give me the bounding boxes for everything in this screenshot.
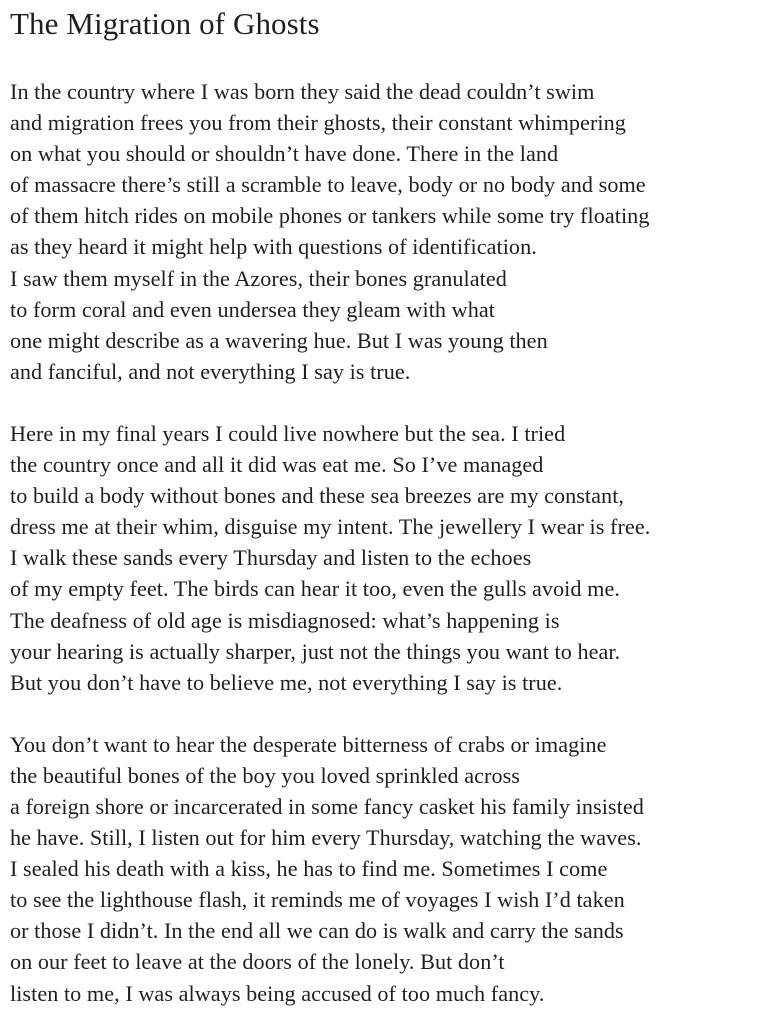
poem-line: a foreign shore or incarcerated in some fancy casket his family insisted [10, 793, 644, 819]
poem-line: one might describe as a wavering hue. But I was young then [10, 327, 548, 353]
poem-line: to see the lighthouse flash, it reminds me of voyages I wish I’d taken [10, 887, 625, 913]
poem-line: You don’t want to hear the desperate bitterness of crabs or imagine [10, 731, 607, 757]
poem-line: dress me at their whim, disguise my intent. The jewellery I wear is free. [10, 514, 651, 540]
poem-line: the country once and all it did was eat me. So I’ve managed [10, 452, 544, 478]
stanza-3 [10, 729, 770, 1009]
poem-line: as they heard it might help with questions of identification. [10, 234, 537, 260]
poem-line: on our feet to leave at the doors of the lonely. But don’t [10, 949, 505, 975]
stanza-2 [10, 418, 770, 698]
poem-line: your hearing is actually sharper, just not the things you want to hear. [10, 638, 621, 664]
poem-line: I walk these sands every Thursday and listen to the echoes [10, 545, 532, 571]
poem-page [10, 0, 770, 1009]
poem-line: to form coral and even undersea they gleam with what [10, 296, 496, 322]
poem-line: of my empty feet. The birds can hear it too, even the gulls avoid me. [10, 576, 620, 602]
poem-line: In the country where I was born they said the dead couldn’t swim [10, 79, 595, 104]
poem-line: I sealed his death with a kiss, he has to find me. Sometimes I come [10, 856, 608, 882]
poem-line: the beautiful bones of the boy you loved sprinkled across [10, 762, 520, 788]
poem-line: The deafness of old age is misdiagnosed: what’s happening is [10, 607, 560, 633]
poem-line: Here in my final years I could live nowhere but the sea. I tried [10, 420, 566, 446]
poem-line: and fanciful, and not everything I say is true. [10, 358, 411, 384]
poem-line: But you don’t have to believe me, not everything I say is true. [10, 669, 563, 695]
stanza-1 [10, 76, 770, 387]
poem-line: to build a body without bones and these sea breezes are my constant, [10, 483, 624, 509]
poem-line: and migration frees you from their ghosts, their constant whimpering [10, 110, 626, 136]
poem-line: of them hitch rides on mobile phones or tankers while some try floating [10, 203, 650, 229]
poem-line: I saw them myself in the Azores, their bones granulated [10, 265, 507, 291]
poem-line: listen to me, I was always being accused of too much fancy. [10, 980, 545, 1006]
poem-line: on what you should or shouldn’t have done. There in the land [10, 141, 559, 167]
poem-line: he have. Still, I listen out for him every Thursday, watching the waves. [10, 825, 642, 851]
poem-title: The Migration of Ghosts [10, 6, 320, 41]
poem-line: or those I didn’t. In the end all we can do is walk and carry the sands [10, 918, 624, 944]
poem-line: of massacre there’s still a scramble to leave, body or no body and some [10, 172, 646, 198]
